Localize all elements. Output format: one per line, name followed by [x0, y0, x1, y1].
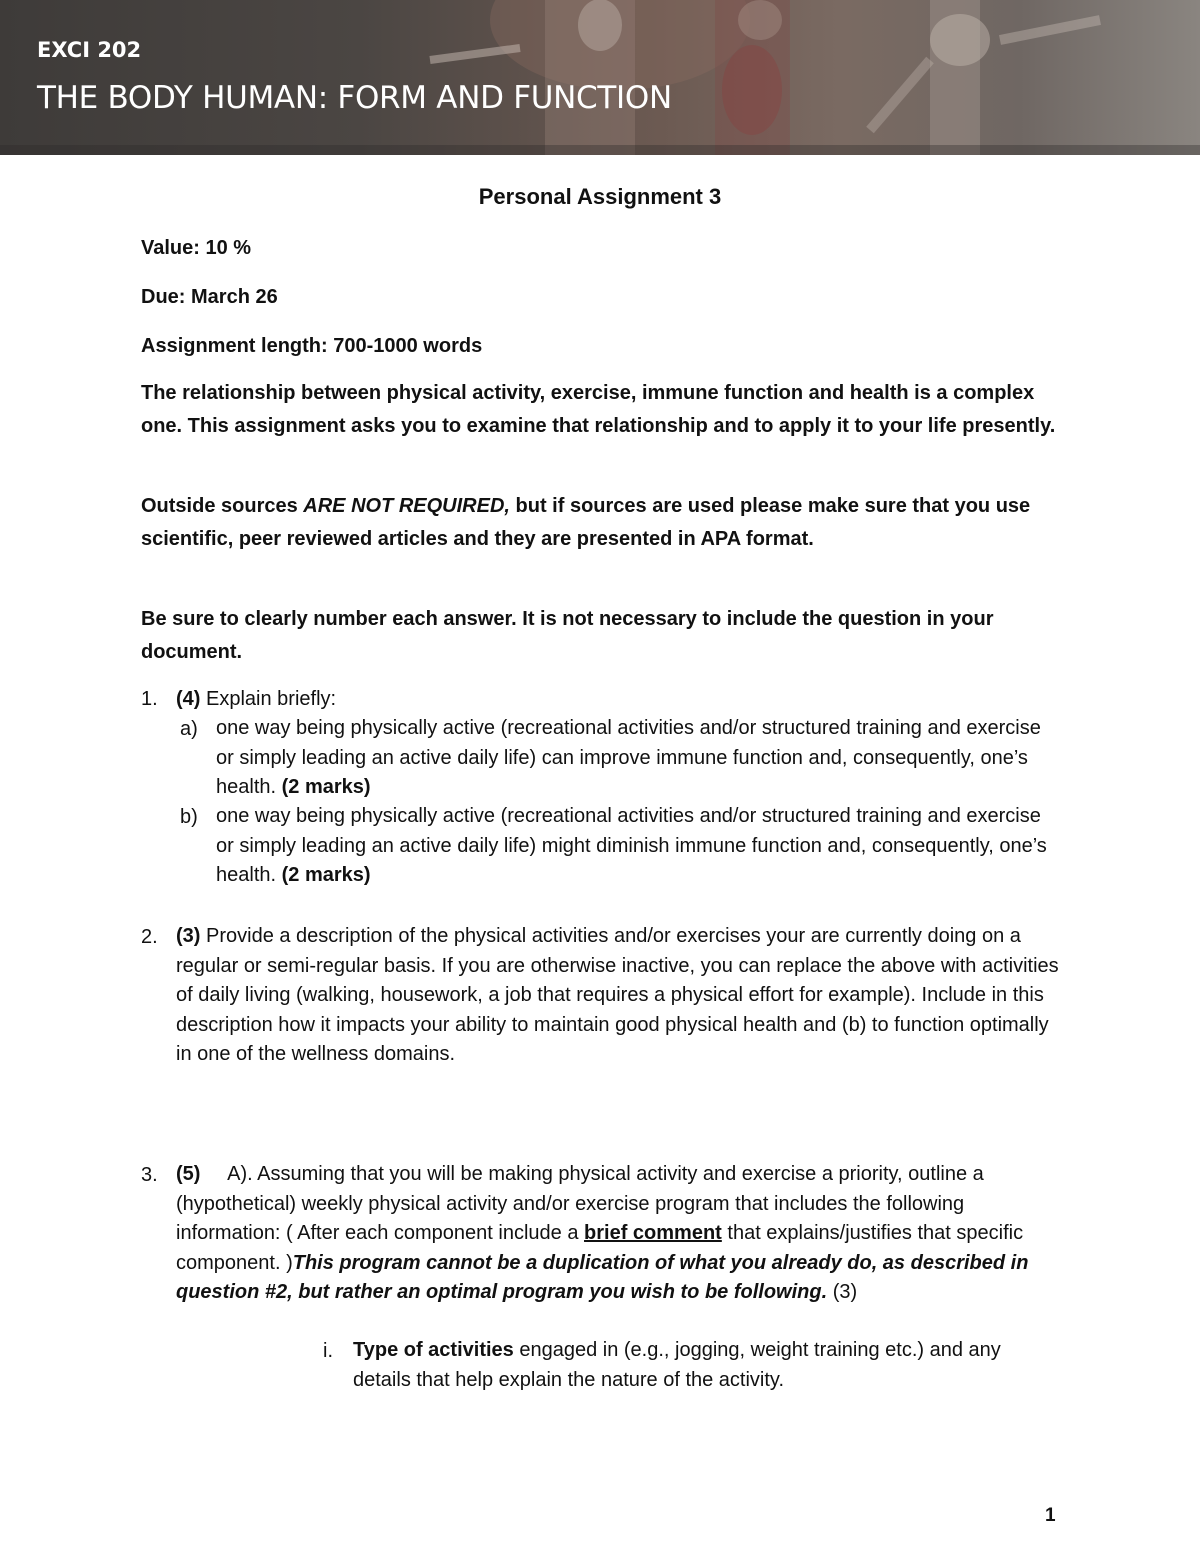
q3-number: 3.: [141, 1164, 158, 1186]
q3-brief-comment: brief comment: [584, 1222, 722, 1244]
value-line: Value: 10 %: [141, 237, 252, 259]
course-title: THE BODY HUMAN: FORM AND FUNCTION: [37, 80, 672, 116]
q3-marks: (5): [176, 1163, 201, 1185]
q2-text: Provide a description of the physical activities and/or exercises your are currently doing on a regular or semi-regular basis. If you are otherwise inactive, you can replace the above with activities of daily living (walking, housework, a job that requires a physical effort for example). Include in this description how it impacts your ability to maintain good physical health and (b) to function optimally in one of the wellness domains.: [176, 925, 1059, 1065]
sources-paragraph: [141, 490, 1061, 555]
q1b-label: b): [180, 806, 198, 828]
sources-tail: but if sources are used please make sure that you use scientific, peer reviewed articles and they are presented in APA format.: [141, 495, 1031, 550]
q2-marks: (3): [176, 925, 201, 947]
q3i-bold: Type of activities: [353, 1339, 514, 1361]
q3i-text: engaged in (e.g., jogging, weight training etc.) and any details that help explain the nature of the activity.: [353, 1339, 1001, 1391]
course-banner: [0, 0, 1200, 155]
q1a-item: [216, 714, 1061, 803]
q3i-item: [353, 1336, 1053, 1395]
length-line: Assignment length: 700-1000 words: [141, 335, 483, 357]
q1-number: 1.: [141, 688, 158, 710]
course-code: EXCI 202: [37, 38, 142, 62]
q1b-marks: (2 marks): [281, 864, 371, 886]
due-line: Due: March 26: [141, 286, 278, 308]
q2-number: 2.: [141, 926, 158, 948]
q3i-label: i.: [323, 1340, 333, 1362]
q3-tail: (3): [827, 1281, 858, 1303]
q1-text: Explain briefly:: [200, 688, 337, 710]
q1b-item: [216, 802, 1061, 891]
sources-lead: Outside sources: [141, 495, 304, 517]
q3-text-a: A). Assuming that you will be making physical activity and exercise a priority, outline a (hypothetical) weekly physical activity and/or exercise program that includes the following information: ( After each component include a: [176, 1163, 984, 1244]
q1a-label: a): [180, 718, 198, 740]
q3-text-block: [176, 1160, 1061, 1308]
q1b-text: one way being physically active (recreational activities and/or structured training and exercise or simply leading an active daily life) might diminish immune function and, consequently, one’s health.: [216, 805, 1047, 886]
page-number: 1: [1045, 1505, 1056, 1526]
q2-text-block: [176, 922, 1061, 1070]
q1-marks: (4): [176, 688, 201, 710]
page-title: Personal Assignment 3: [478, 184, 722, 209]
anatomy-figures-image: [0, 0, 1200, 155]
q1a-marks: (2 marks): [281, 776, 371, 798]
q3-emphasis: This program cannot be a duplication of what you already do, as described in question #2, but rather an optimal program you wish to be following.: [176, 1251, 1029, 1303]
intro-paragraph: The relationship between physical activity, exercise, immune function and health is a complex one. This assignment asks you to examine that relationship and to apply it to your life presently.: [141, 382, 1056, 437]
q1a-text: one way being physically active (recreational activities and/or structured training and exercise or simply leading an active daily life) can improve immune function and, consequently, one’s health.: [216, 717, 1041, 798]
numbering-paragraph: Be sure to clearly number each answer. It is not necessary to include the question in your document.: [141, 608, 994, 663]
sources-emphasis: ARE NOT REQUIRED,: [303, 495, 510, 517]
q1-stem: [176, 685, 1056, 715]
q3-text-b: that explains/justifies that specific component. ): [176, 1222, 1024, 1274]
